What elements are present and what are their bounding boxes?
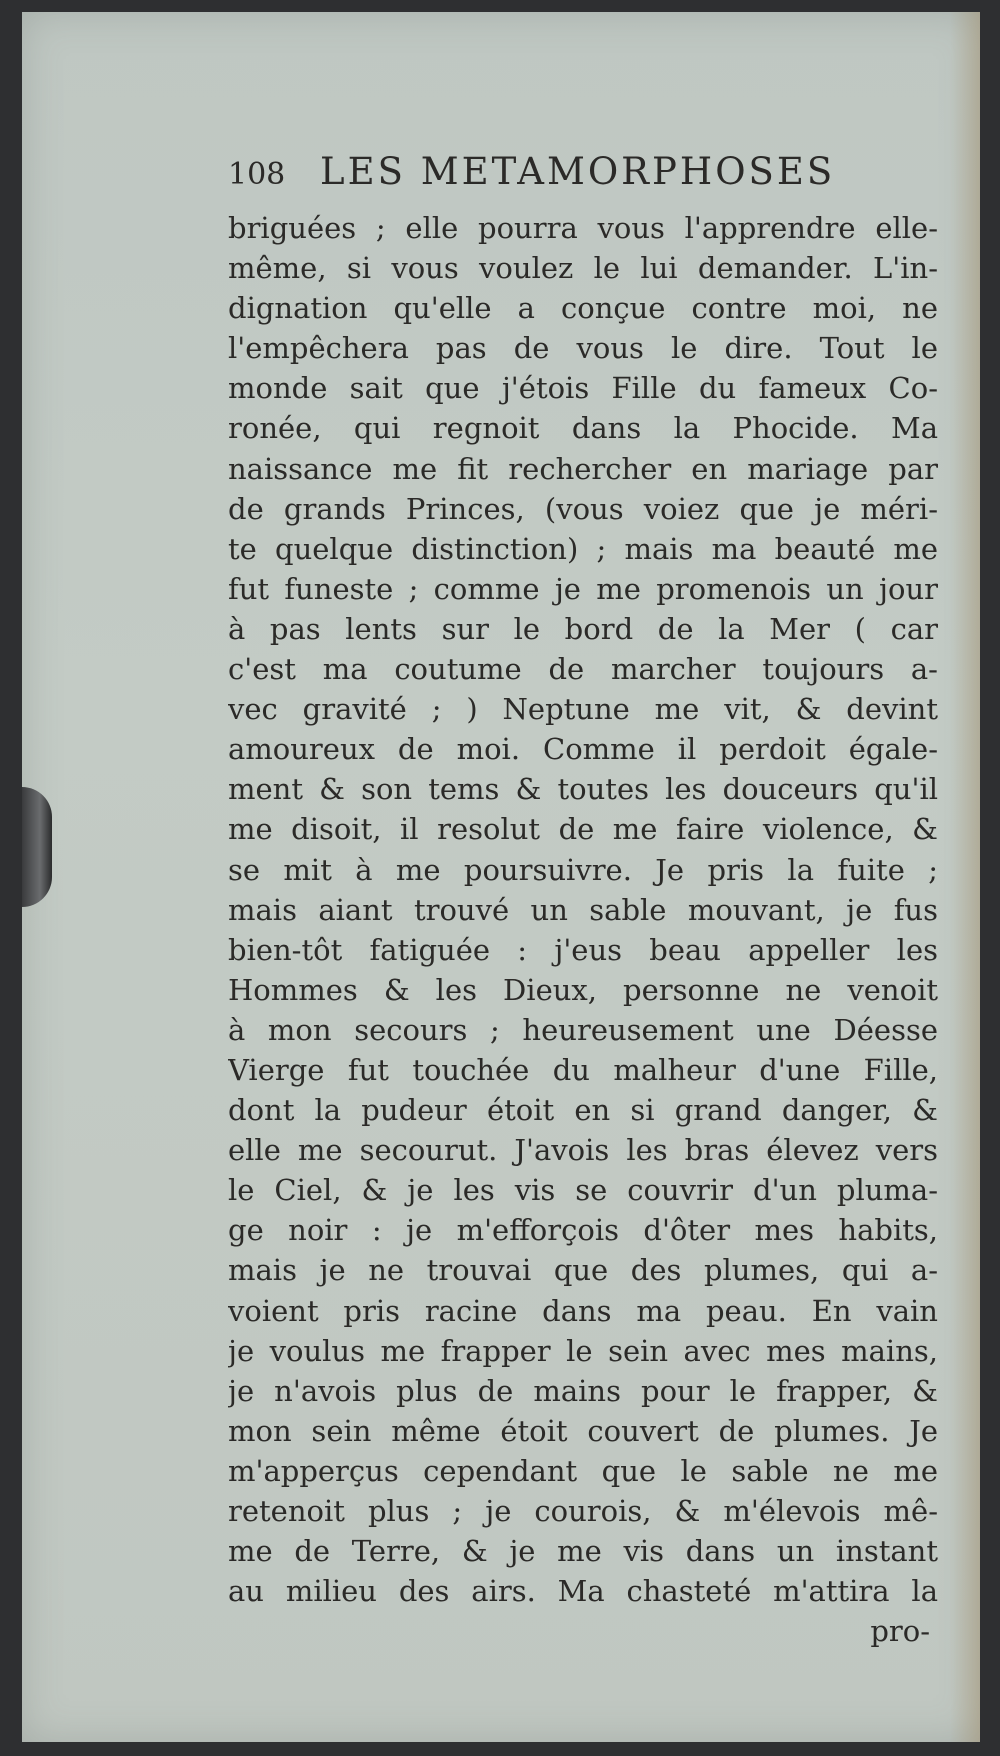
text-line: amoureux de moi. Comme il perdoit égale-	[228, 732, 938, 767]
text-line: monde sait que j'étois Fille du fameux Co-	[228, 371, 938, 406]
catchword: pro-	[870, 1614, 930, 1649]
text-line: m'apperçus cependant que le sable ne me	[228, 1453, 938, 1488]
text-line: ment & son tems & toutes les douceurs qu'il	[228, 772, 938, 807]
text-line: même, si vous voulez le lui demander. L'in-	[228, 251, 938, 286]
text-line: de grands Princes, (vous voiez que je méri-	[228, 491, 938, 526]
text-line: vec gravité ; ) Neptune me vit, & devint	[228, 692, 938, 727]
text-line: bien-tôt fatiguée : j'eus beau appeller les	[228, 932, 938, 967]
text-line: à pas lents sur le bord de la Mer ( car	[228, 611, 938, 646]
text-line: me disoit, il resolut de me faire violence, &	[228, 812, 938, 847]
page-number: 108	[228, 157, 286, 192]
text-line: fut funeste ; comme je me promenois un jour	[228, 571, 938, 606]
text-line: l'empêchera pas de vous le dire. Tout le	[228, 331, 938, 366]
text-line: dignation qu'elle a conçue contre moi, ne	[228, 291, 938, 326]
body-text	[228, 208, 938, 1611]
running-header	[228, 150, 938, 208]
text-line: me de Terre, & je me vis dans un instant	[228, 1534, 938, 1569]
text-line: Vierge fut touchée du malheur d'une Fille,	[228, 1052, 938, 1087]
text-line: le Ciel, & je les vis se couvrir d'un pluma-	[228, 1173, 938, 1208]
text-line: mais aiant trouvé un sable mouvant, je fus	[228, 892, 938, 927]
text-line: elle me secourut. J'avois les bras élevez vers	[228, 1133, 938, 1168]
text-line: ge noir : je m'efforçois d'ôter mes habits,	[228, 1213, 938, 1248]
text-block	[228, 150, 938, 1651]
text-line: ronée, qui regnoit dans la Phocide. Ma	[228, 411, 938, 446]
text-line: Hommes & les Dieux, personne ne venoit	[228, 972, 938, 1007]
text-line: se mit à me poursuivre. Je pris la fuite ;	[228, 852, 938, 887]
text-line: je voulus me frapper le sein avec mes mains,	[228, 1333, 938, 1368]
text-line: dont la pudeur étoit en si grand danger, &	[228, 1093, 938, 1128]
text-line: mais je ne trouvai que des plumes, qui a-	[228, 1253, 938, 1288]
text-line: c'est ma coutume de marcher toujours a-	[228, 652, 938, 687]
book-page	[22, 12, 980, 1742]
text-line: à mon secours ; heureusement une Déesse	[228, 1012, 938, 1047]
running-title: LES METAMORPHOSES	[320, 150, 836, 193]
text-line: je n'avois plus de mains pour le frapper, &	[228, 1373, 938, 1408]
text-line: naissance me fit rechercher en mariage par	[228, 451, 938, 486]
text-line: te quelque distinction) ; mais ma beauté me	[228, 531, 938, 566]
text-line: retenoit plus ; je courois, & m'élevois mê-	[228, 1494, 938, 1528]
text-line: au milieu des airs. Ma chasteté m'attira la	[228, 1574, 938, 1609]
text-line: mon sein même étoit couvert de plumes. Je	[228, 1413, 938, 1448]
page-clip	[22, 787, 52, 907]
text-line: briguées ; elle pourra vous l'apprendre elle-	[228, 211, 938, 245]
text-line: voient pris racine dans ma peau. En vain	[228, 1293, 938, 1328]
